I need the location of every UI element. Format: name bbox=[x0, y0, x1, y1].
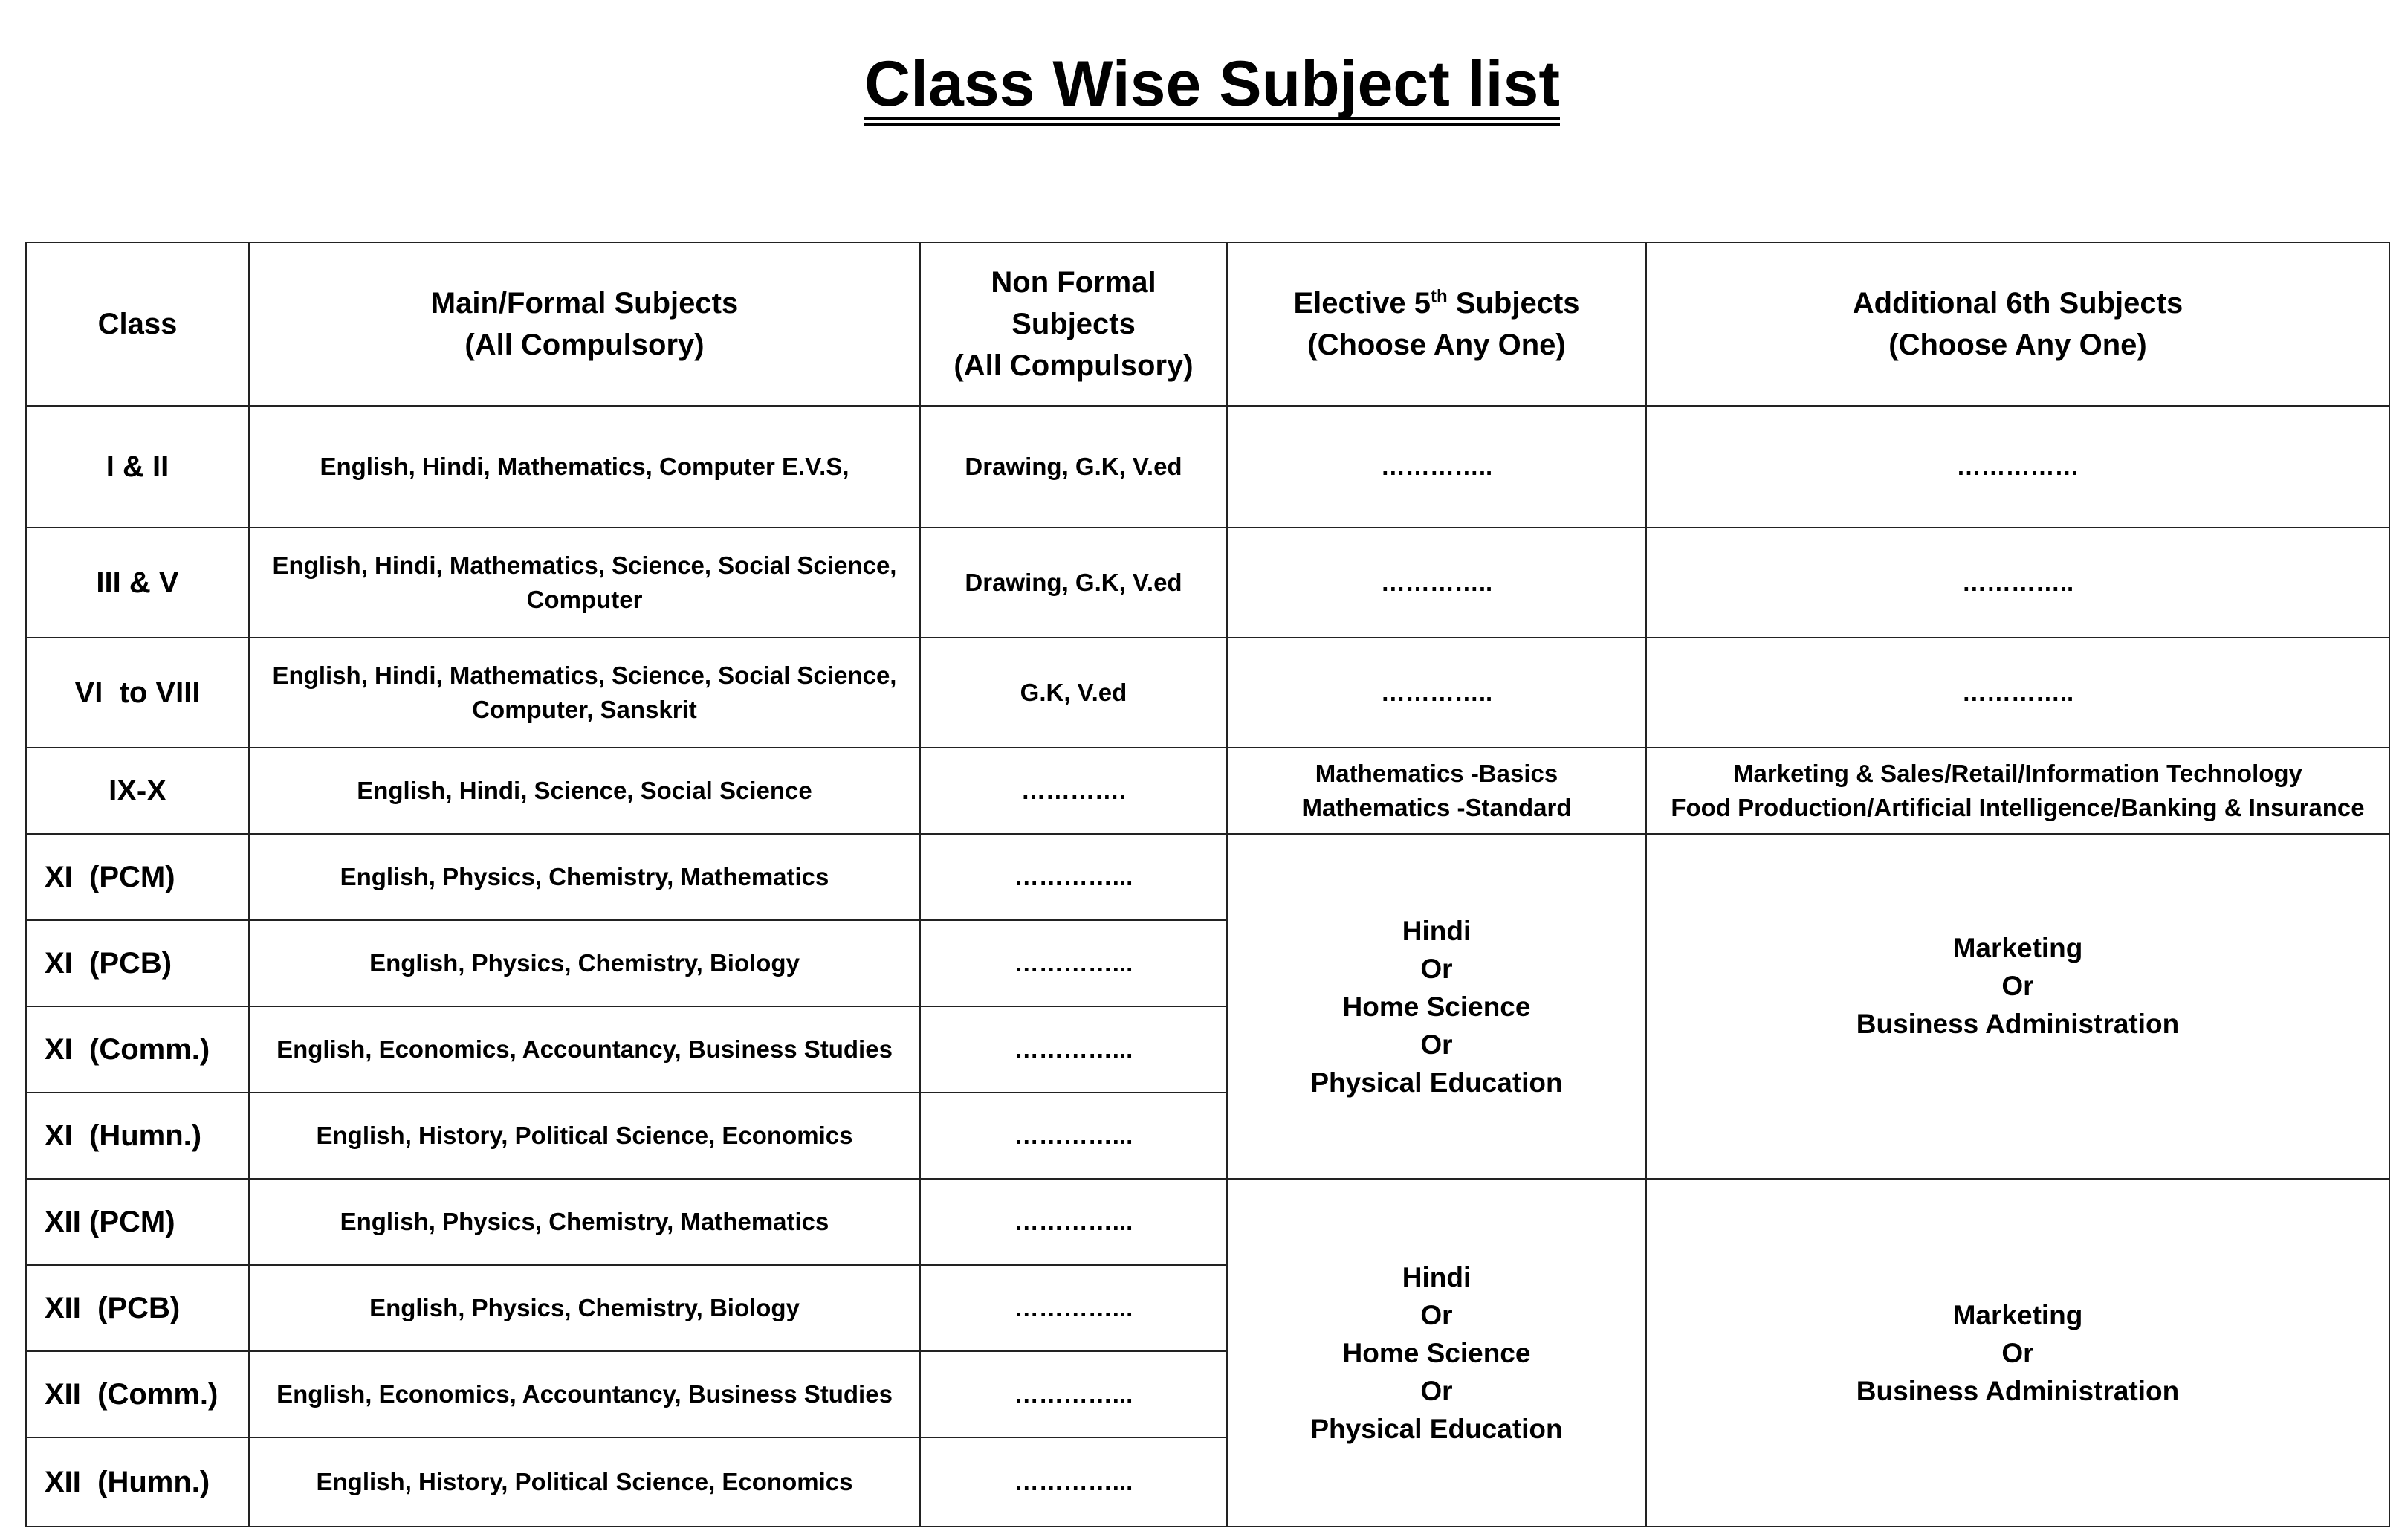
class-cell: III & V bbox=[26, 528, 249, 638]
main-subjects-cell: English, History, Political Science, Economics bbox=[249, 1437, 920, 1527]
additional-subjects-cell: ………….. bbox=[1646, 638, 2389, 748]
nonformal-subjects-cell: Drawing, G.K, V.ed bbox=[920, 406, 1227, 528]
main-subjects-cell: English, Economics, Accountancy, Business Studies bbox=[249, 1351, 920, 1437]
xii-elective-option: Physical Education bbox=[1310, 1413, 1563, 1444]
page-title-text: Class Wise Subject list bbox=[864, 48, 1560, 120]
class-cell: XI (Comm.) bbox=[26, 1006, 249, 1093]
nonformal-subjects-cell: …………... bbox=[920, 1093, 1227, 1179]
elective-subjects-cell: ………….. bbox=[1227, 638, 1646, 748]
header-row bbox=[26, 242, 2389, 406]
nonformal-subjects-cell: …………... bbox=[920, 1265, 1227, 1351]
table-row bbox=[26, 638, 2389, 748]
xii-additional-or: Or bbox=[2001, 1337, 2034, 1368]
class-cell: XI (Humn.) bbox=[26, 1093, 249, 1179]
class-cell: VI to VIII bbox=[26, 638, 249, 748]
header-elective-prefix: Elective 5 bbox=[1293, 287, 1431, 320]
header-elective-subjects bbox=[1227, 242, 1646, 406]
main-subjects-cell: English, Physics, Chemistry, Biology bbox=[249, 1265, 920, 1351]
elective-subjects-cell: ………….. bbox=[1227, 528, 1646, 638]
nonformal-subjects-cell: Drawing, G.K, V.ed bbox=[920, 528, 1227, 638]
page-title bbox=[0, 48, 2399, 120]
main-subjects-cell: English, History, Political Science, Economics bbox=[249, 1093, 920, 1179]
class-cell: XII (Comm.) bbox=[26, 1351, 249, 1437]
main-subjects-cell bbox=[249, 528, 920, 638]
nonformal-subjects-cell: G.K, V.ed bbox=[920, 638, 1227, 748]
nonformal-subjects-cell: …………. bbox=[920, 748, 1227, 834]
main-subjects-line1: English, Hindi, Mathematics, Science, Social Science, bbox=[272, 551, 897, 579]
header-class-label: Class bbox=[97, 308, 178, 340]
xii-elective-or: Or bbox=[1420, 1375, 1453, 1406]
xi-elective-or: Or bbox=[1420, 953, 1453, 984]
xii-additional-subjects-cell bbox=[1646, 1179, 2389, 1527]
main-subjects-cell: English, Physics, Chemistry, Mathematics bbox=[249, 1179, 920, 1265]
header-additional-line1: Additional 6th Subjects bbox=[1852, 287, 2183, 320]
class-cell: IX-X bbox=[26, 748, 249, 834]
xi-elective-option: Physical Education bbox=[1310, 1067, 1563, 1098]
xi-elective-option: Home Science bbox=[1342, 991, 1531, 1022]
class-cell: XI (PCM) bbox=[26, 834, 249, 920]
header-nonformal-subjects bbox=[920, 242, 1227, 406]
table-row bbox=[26, 1179, 2389, 1265]
header-nonformal-line3: (All Compulsory) bbox=[954, 349, 1194, 382]
class-cell: I & II bbox=[26, 406, 249, 528]
nonformal-subjects-cell: …………... bbox=[920, 1351, 1227, 1437]
main-subjects-cell: English, Economics, Accountancy, Business Studies bbox=[249, 1006, 920, 1093]
header-nonformal-line2: Subjects bbox=[1011, 308, 1136, 340]
elective-line2: Mathematics -Standard bbox=[1301, 794, 1572, 821]
main-subjects-cell: English, Hindi, Science, Social Science bbox=[249, 748, 920, 834]
table-row bbox=[26, 834, 2389, 920]
class-cell: XII (PCB) bbox=[26, 1265, 249, 1351]
xii-elective-option: Hindi bbox=[1402, 1261, 1472, 1292]
xi-additional-option: Marketing bbox=[1952, 932, 2083, 963]
header-main-line2: (All Compulsory) bbox=[464, 329, 705, 361]
main-subjects-cell: English, Physics, Chemistry, Mathematics bbox=[249, 834, 920, 920]
subject-table bbox=[25, 242, 2390, 1527]
xii-elective-subjects-cell bbox=[1227, 1179, 1646, 1527]
class-cell: XII (PCM) bbox=[26, 1179, 249, 1265]
elective-subjects-cell bbox=[1227, 748, 1646, 834]
additional-subjects-cell bbox=[1646, 748, 2389, 834]
nonformal-subjects-cell: …………... bbox=[920, 1006, 1227, 1093]
nonformal-subjects-cell: …………... bbox=[920, 1437, 1227, 1527]
header-class bbox=[26, 242, 249, 406]
header-main-subjects bbox=[249, 242, 920, 406]
header-elective-suffix: Subjects bbox=[1447, 287, 1580, 320]
xi-elective-subjects-cell bbox=[1227, 834, 1646, 1179]
xii-elective-or: Or bbox=[1420, 1299, 1453, 1330]
xi-elective-or: Or bbox=[1420, 1029, 1453, 1060]
main-subjects-line1: English, Hindi, Mathematics, Computer E.V.S, bbox=[320, 453, 849, 480]
elective-subjects-cell: ………….. bbox=[1227, 406, 1646, 528]
xi-additional-block bbox=[1653, 929, 2383, 1043]
main-subjects-line2: Computer bbox=[526, 586, 643, 613]
class-cell: XI (PCB) bbox=[26, 920, 249, 1006]
additional-line2: Food Production/Artificial Intelligence/Banking & Insurance bbox=[1671, 794, 2365, 821]
nonformal-subjects-cell: …………... bbox=[920, 834, 1227, 920]
xi-additional-option: Business Administration bbox=[1856, 1008, 2180, 1039]
main-subjects-line2: Computer, Sanskrit bbox=[472, 696, 697, 723]
header-additional-subjects bbox=[1646, 242, 2389, 406]
table-row bbox=[26, 748, 2389, 834]
header-elective-sup: th bbox=[1431, 286, 1448, 307]
class-cell: XII (Humn.) bbox=[26, 1437, 249, 1527]
main-subjects-cell bbox=[249, 638, 920, 748]
nonformal-subjects-cell: …………... bbox=[920, 1179, 1227, 1265]
elective-line1: Mathematics -Basics bbox=[1315, 760, 1558, 787]
additional-subjects-cell: ………….. bbox=[1646, 528, 2389, 638]
header-additional-line2: (Choose Any One) bbox=[1888, 329, 2147, 361]
header-elective-line1 bbox=[1234, 282, 1639, 324]
xii-elective-option: Home Science bbox=[1342, 1337, 1531, 1368]
header-elective-line2: (Choose Any One) bbox=[1307, 329, 1566, 361]
nonformal-subjects-cell: …………... bbox=[920, 920, 1227, 1006]
additional-line1: Marketing & Sales/Retail/Information Technology bbox=[1733, 760, 2302, 787]
main-subjects-cell: English, Physics, Chemistry, Biology bbox=[249, 920, 920, 1006]
main-subjects-line1: English, Hindi, Mathematics, Science, Social Science, bbox=[272, 661, 897, 689]
header-main-line1: Main/Formal Subjects bbox=[430, 287, 739, 320]
xii-additional-option: Business Administration bbox=[1856, 1375, 2180, 1406]
xii-additional-option: Marketing bbox=[1952, 1299, 2083, 1330]
additional-subjects-cell: …………… bbox=[1646, 406, 2389, 528]
table-row bbox=[26, 528, 2389, 638]
xi-elective-option: Hindi bbox=[1402, 915, 1472, 946]
table-row bbox=[26, 406, 2389, 528]
main-subjects-cell bbox=[249, 406, 920, 528]
xi-additional-subjects-cell bbox=[1646, 834, 2389, 1179]
xi-additional-or: Or bbox=[2001, 970, 2034, 1001]
header-nonformal-line1: Non Formal bbox=[991, 266, 1156, 299]
